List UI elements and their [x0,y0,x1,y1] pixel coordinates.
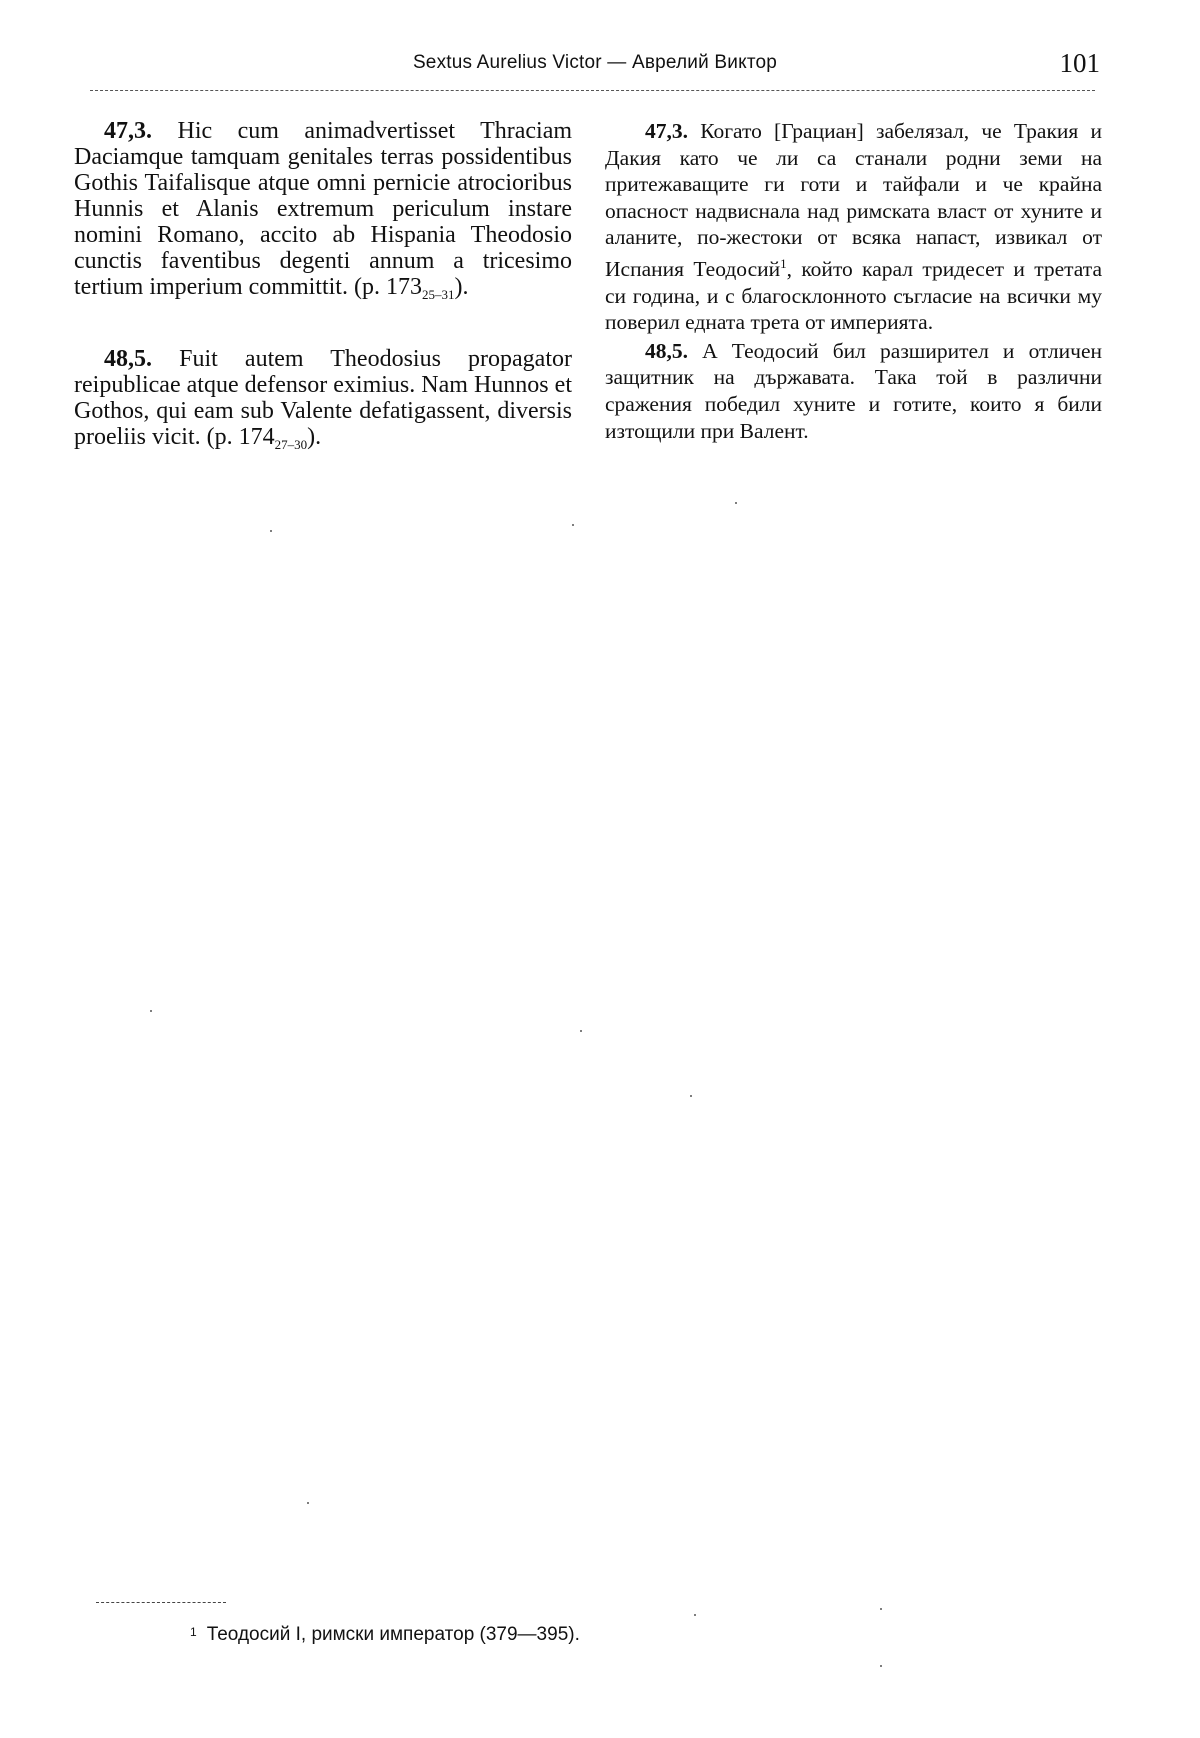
bulgarian-passage-ref: 47,3. [645,119,688,143]
bulgarian-passage-text: Когато [Грациан] забелязал, че Тракия и Дакия като че ли са станали родни земи на притежаващите ги готи и тайфали и че крайна опасност надвиснала над римската власт от хуните и аланите, по-жестоки от всяка напаст, извикал от Испания Теодосий [605,119,1102,281]
page-number: 101 [1059,48,1100,78]
bulgarian-column [605,118,1102,444]
page-ref-close: ). [454,274,469,300]
footnote-number: 1 [190,1625,197,1639]
page-ref-close: ). [307,424,322,450]
page-ref-lines: 27–30 [274,437,308,452]
bulgarian-passage-47-3 [605,118,1102,336]
latin-passage-47-3 [74,118,572,308]
latin-passage-text: Hic cum animadvertisset Thraciam Daciamque tamquam genitales terras possidentibus Gothis Taifalisque atque omni pernicie atrocioribus Hunnis et Alanis extremum periculum instare nomini Romano, accito ab Hispania Theodosio cunctis faventibus degenti annum a tricesimo tertium imperium committit. [74,118,573,300]
header-rule [90,90,1095,91]
scan-speck [690,1095,692,1097]
latin-page-reference [207,424,322,450]
footnote-text: Теодосий I, римски император (379—395). [206,1624,580,1645]
scan-speck [880,1608,882,1610]
page-ref-lines: 25–31 [421,287,455,302]
latin-passage-ref: 47,3. [104,118,152,144]
latin-column [74,118,572,458]
running-head [90,50,1100,86]
latin-passage-ref: 48,5. [104,346,152,372]
footnote-marker[interactable]: 1 [780,255,787,271]
running-title: Sextus Aurelius Victor — Аврелий Виктор [412,52,778,73]
page-ref-label: (p. 174 [206,424,275,450]
latin-page-reference [354,274,469,300]
latin-passage-text: Fuit autem Theodosius propagator reipublicae atque defensor eximius. Nam Hunnos et Gothos, qui eam sub Valente defatigassent, diversis proeliis vicit. [74,346,572,450]
bulgarian-passage-text-cont: , който карал тридесет и третата си година, и с благосклонното съгласие на всички му поверил едната трета от империята. [605,256,1102,335]
scan-speck [880,1665,882,1667]
latin-passage-48-5 [74,346,572,458]
bulgarian-passage-48-5 [605,338,1102,444]
scan-speck [150,1010,152,1012]
bulgarian-passage-ref: 48,5. [645,338,688,363]
scan-speck [270,530,272,532]
scan-speck [307,1502,309,1504]
footnote-rule [96,1602,226,1603]
scan-speck [735,502,737,504]
bulgarian-passage-text: А Теодосий бил разширител и отличен защитник на държавата. Така той в различни сражения победил хуните и готите, които я били изтощили при Валент. [605,338,1102,443]
footnote [190,1624,580,1646]
page-ref-label: (p. 173 [353,274,422,300]
scan-speck [572,524,574,526]
scan-speck [694,1614,696,1616]
scan-speck [580,1030,582,1032]
